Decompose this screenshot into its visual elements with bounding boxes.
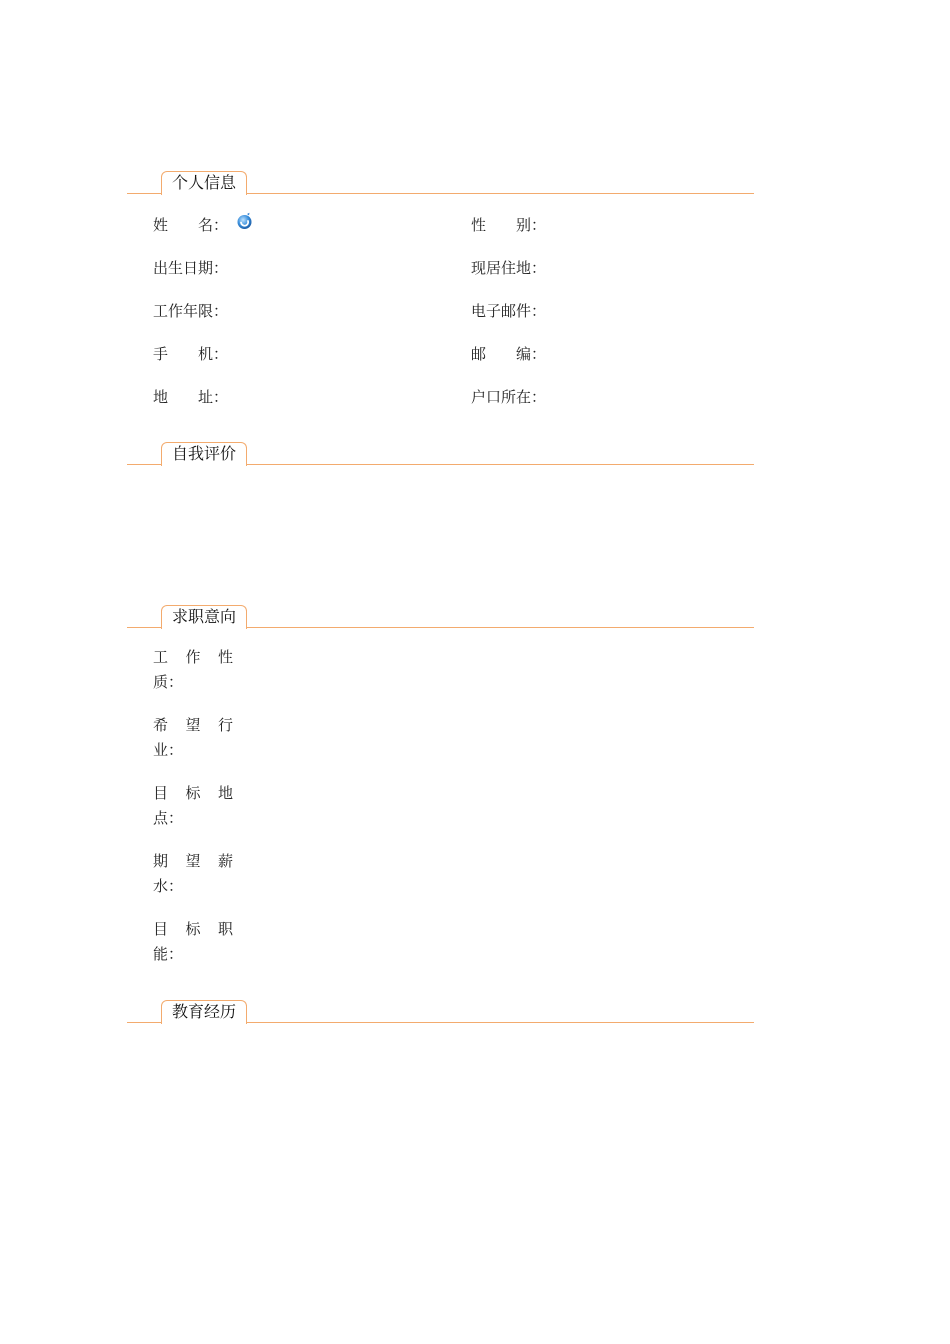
mobile-label: 手 机： <box>153 345 229 363</box>
gender-label: 性 别： <box>471 216 547 234</box>
section-header-personal-info <box>127 166 754 194</box>
postcode-label: 邮 编： <box>471 345 547 363</box>
section-header-self-evaluation <box>127 437 754 465</box>
desired-industry-label: 希 望 行 业： <box>153 716 233 759</box>
target-location-label: 目 标 地 点： <box>153 784 233 827</box>
job-type-label: 工 作 性 质： <box>153 648 233 691</box>
target-function-label: 目 标 职 能： <box>153 920 233 963</box>
birth-date-label: 出生日期： <box>153 259 229 277</box>
address-label: 地 址： <box>153 388 229 406</box>
residence-label: 现居住地： <box>471 259 547 277</box>
qq-penguin-icon[interactable] <box>236 212 253 230</box>
hukou-label: 户口所在： <box>471 388 547 406</box>
expected-salary-label: 期 望 薪 水： <box>153 852 233 895</box>
name-label: 姓 名： <box>153 216 229 234</box>
section-header-job-intention <box>127 600 754 628</box>
section-title-job-intention: 求职意向 <box>161 605 247 629</box>
work-years-label: 工作年限： <box>153 302 229 320</box>
section-header-education <box>127 995 754 1023</box>
section-title-personal-info: 个人信息 <box>161 171 247 195</box>
section-title-self-evaluation: 自我评价 <box>161 442 247 466</box>
section-title-education: 教育经历 <box>161 1000 247 1024</box>
email-label: 电子邮件： <box>471 302 547 320</box>
